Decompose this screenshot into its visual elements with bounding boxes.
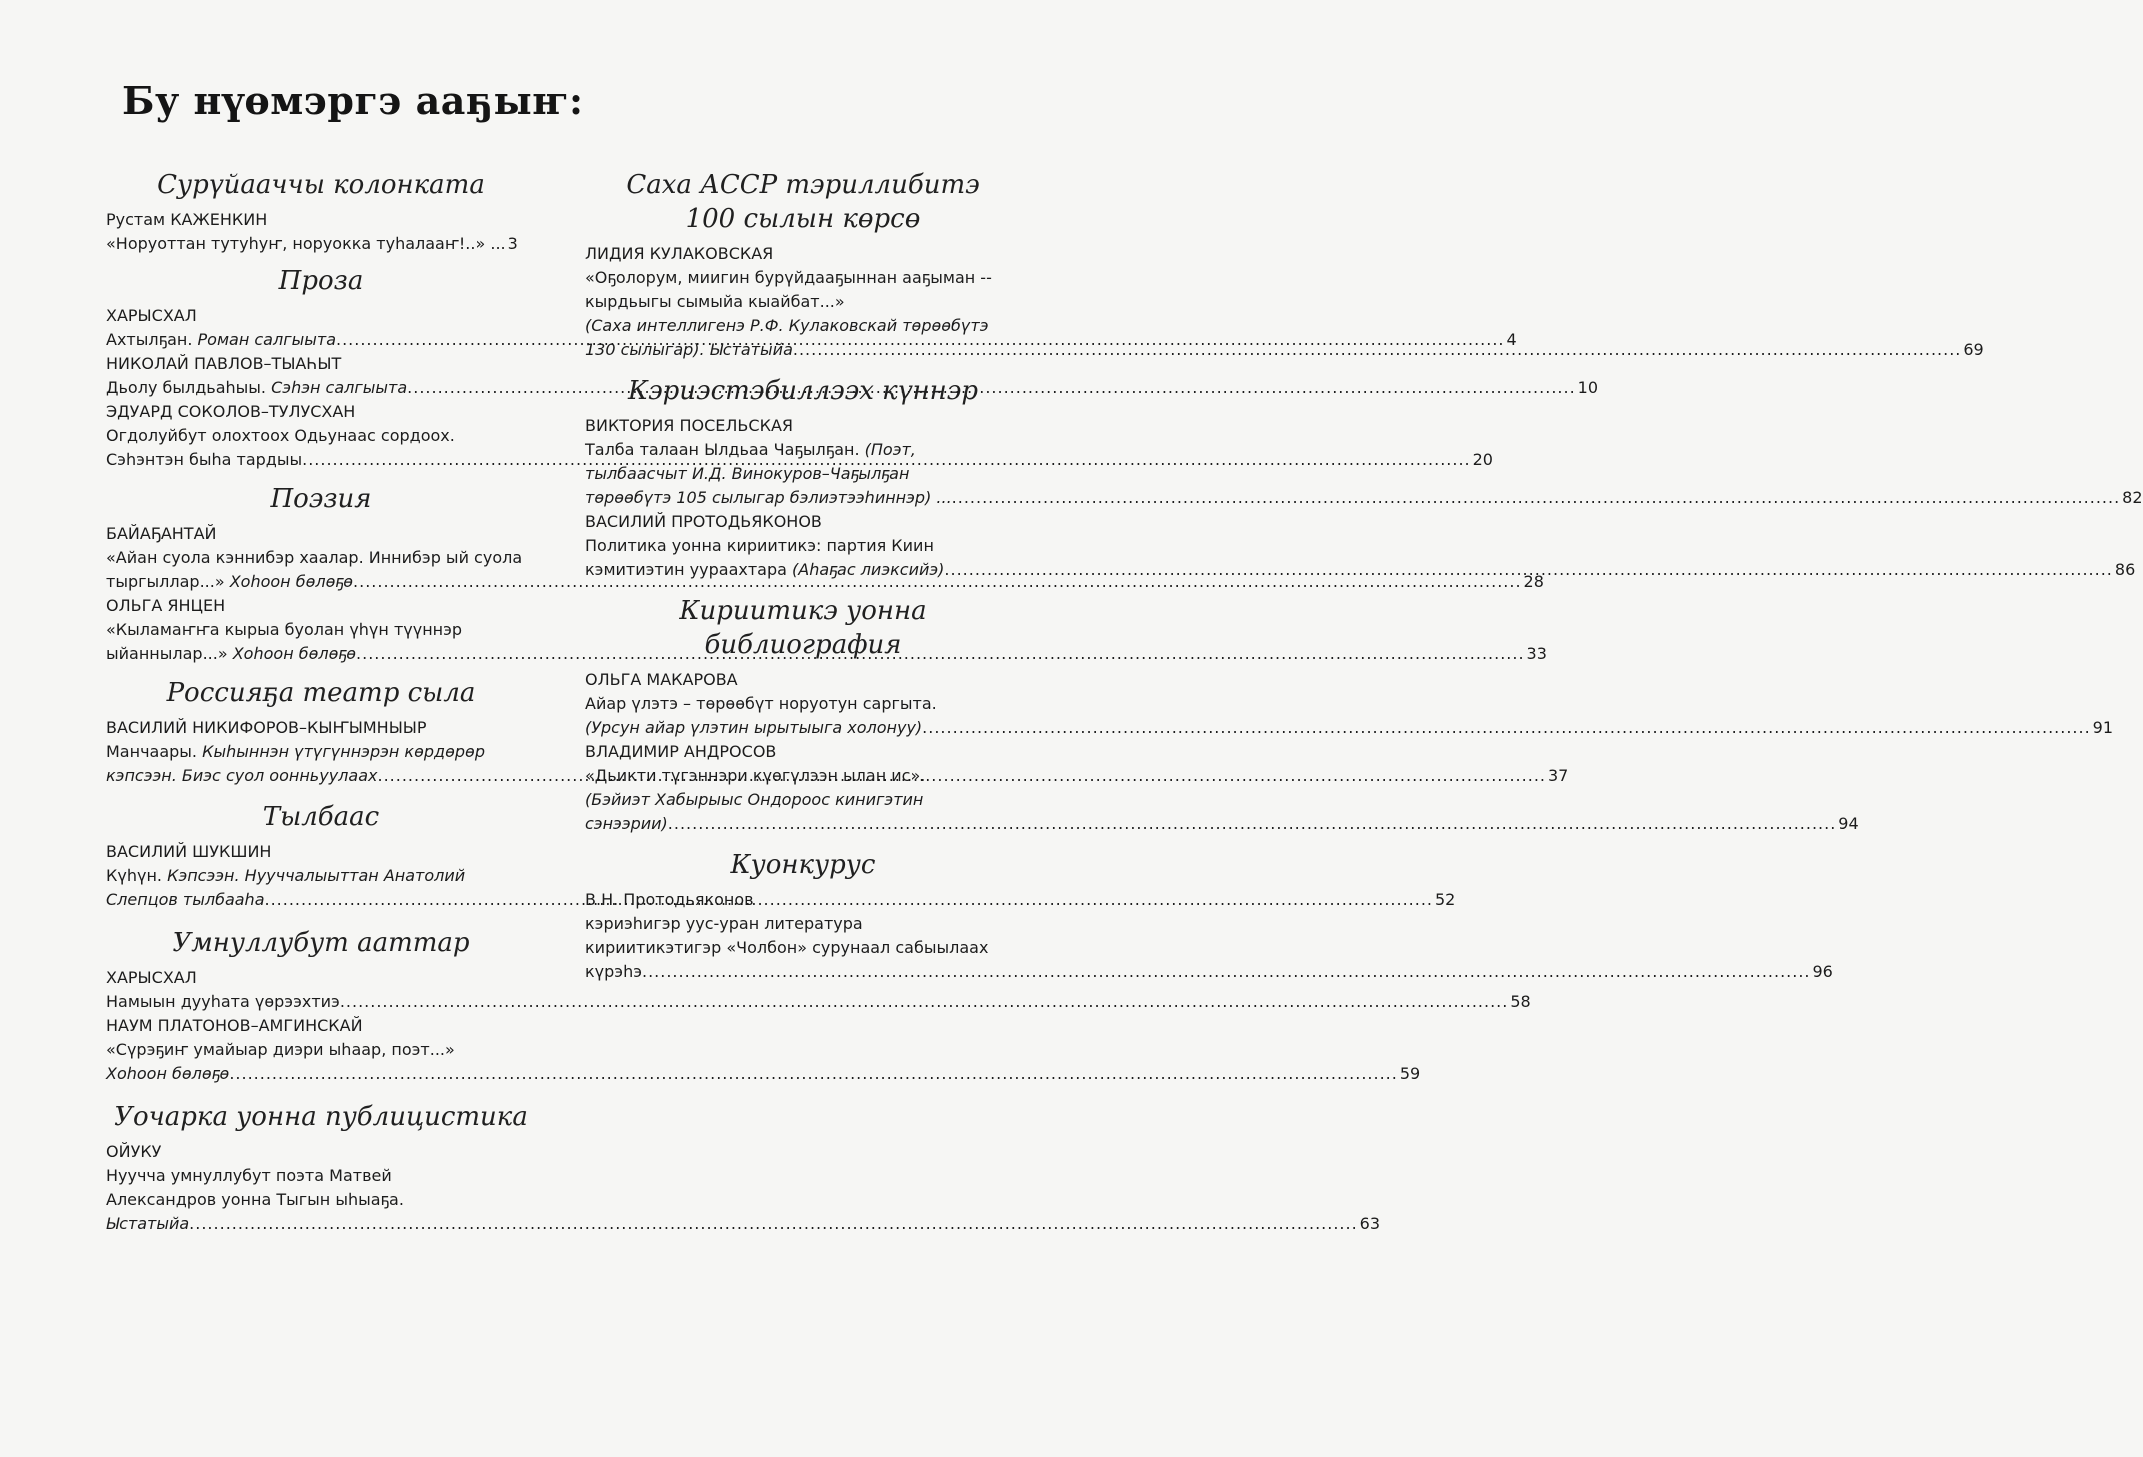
entry-page-number: 10	[1577, 378, 1599, 397]
entry-author: В.Н. Протодьяконов	[585, 890, 754, 909]
entry-title-line: кириитикэтигэр «Чолбон» сурунаал сабыылаах	[585, 938, 989, 957]
entry-title-line: кырдьыгы сымыйа кыайбат...»	[585, 292, 845, 311]
entry-title-last-line: ыйаннылар...» Хоһоон бөлөҕө ..... 33	[106, 642, 536, 666]
entry-author: ЭДУАРД СОКОЛОВ–ТУЛУСХАН	[106, 402, 356, 421]
entry-author: Рустам КАЖЕНКИН	[106, 210, 268, 229]
entry-title-line: Александров уонна Тыгын ыһыаҕа.	[106, 1190, 404, 1209]
entry-author: ВАСИЛИЙ НИКИФОРОВ–КЫҤЫМНЫЫР	[106, 718, 427, 737]
toc-entry[interactable]	[585, 668, 2114, 740]
entry-title-line: Политика уонна кириитикэ: партия Киин	[585, 536, 934, 555]
entry-page-number: 4	[1506, 330, 1517, 349]
entry-title-last-line: тыргыллар...» Хоһоон бөлөҕө ..... 28	[106, 570, 536, 594]
entry-title-last-line: Хоһоон бөлөҕө ..... 59	[106, 1062, 536, 1086]
leader-dots	[642, 960, 1811, 984]
entry-author: НИКОЛАЙ ПАВЛОВ–ТЫАҺЫТ	[106, 354, 342, 373]
entry-title-last-line: Слепцов тылбааһа ..... 52	[106, 888, 536, 912]
toc-section	[106, 1100, 1381, 1236]
leader-dots	[229, 1062, 1398, 1086]
leader-dots	[668, 812, 1837, 836]
section-heading: Сурүйааччы колонката	[157, 170, 485, 200]
entry-title-last-line: Ыстатыйа ..... 63	[106, 1212, 536, 1236]
section-heading: Проза	[278, 266, 364, 296]
entry-title-last-line: төрөөбүтэ 105 сылыгар бэлиэтээһиннэр) ... ..... 82	[585, 486, 1021, 510]
section-heading: Уочарка уонна публицистика	[114, 1102, 528, 1132]
section-heading: Россияҕа театр сыла	[166, 678, 476, 708]
page-title: Бу нүөмэргэ ааҕыҥ:	[122, 78, 584, 123]
entry-title-last-line: сэнээрии) ..... 94	[585, 812, 1021, 836]
entry-author: БАЙАҔАНТАЙ	[106, 524, 217, 543]
entry-title-last-line: кэмитиэтин уураахтара (Аһаҕас лиэксийэ) ..... 86	[585, 558, 1021, 582]
entry-page-number: 33	[1526, 644, 1547, 663]
entry-page-number: 58	[1510, 992, 1531, 1011]
leader-dots	[189, 1212, 1358, 1236]
entry-title-line: (Бэйиэт Хабырыыс Ондороос кинигэтин	[585, 790, 924, 809]
entry-title-line: Огдолуйбут олохтоох Одьунаас сордоох.	[106, 426, 455, 445]
section-heading: Кириитикэ уонна библиография	[679, 596, 927, 660]
entry-author: ВЛАДИМИР АНДРОСОВ	[585, 742, 777, 761]
entry-author: ВАСИЛИЙ ПРОТОДЬЯКОНОВ	[585, 512, 822, 531]
entry-page-number: 28	[1523, 572, 1544, 591]
entry-title-last-line: Дьолу былдьаһыы. Сэһэн салгыыта ..... 10	[106, 376, 536, 400]
entry-title-line: тылбаасчыт И.Д. Винокуров–Чаҕылҕан	[585, 464, 910, 483]
entry-title-line: (Саха интеллигенэ Р.Ф. Кулаковскай төрөөбүтэ	[585, 316, 989, 335]
leader-dots	[922, 716, 2091, 740]
entry-title-line: Күһүн. Кэпсээн. Нууччалыыттан Анатолий	[106, 866, 466, 885]
entry-page-number: 86	[2114, 560, 2136, 579]
entry-title-last-line: Ахтылҕан. Роман салгыыта ..... 4	[106, 328, 536, 352]
toc-entry[interactable]	[106, 1140, 1381, 1236]
entry-title-line: Талба талаан Ылдьаа Чаҕылҕан. (Поэт,	[585, 440, 916, 459]
entry-page-number: 96	[1812, 962, 1833, 981]
entry-title-line: Манчаары. Кыһыннэн үтүгүннэрэн көрдөрөр	[106, 742, 485, 761]
entry-author: ХАРЫСХАЛ	[106, 968, 197, 987]
entry-page-number: 94	[1838, 814, 1859, 833]
entry-title-last-line: «Норуоттан тутуһуҥ, норуокка туһалааҥ!..» ... 3	[106, 232, 536, 256]
leader-dots	[793, 338, 1962, 362]
entry-page-number: 91	[2092, 718, 2114, 737]
entry-title-line: Айар үлэтэ – төрөөбүт норуотун саргыта.	[585, 694, 937, 713]
section-heading: Тылбаас	[262, 802, 380, 832]
entry-author: НАУМ ПЛАТОНОВ–АМГИНСКАЙ	[106, 1016, 363, 1035]
entry-author: ОЙУКУ	[106, 1142, 162, 1161]
entry-title-last-line: Сэһэнтэн быһа тардыы ..... 20	[106, 448, 536, 472]
entry-title-line: «Сүрэҕиҥ умайыар диэри ыһаар, поэт...»	[106, 1040, 455, 1059]
entry-page-number: 63	[1359, 1214, 1381, 1233]
entry-title-last-line: күрэһэ ..... 96	[585, 960, 1021, 984]
entry-page-number: 3	[507, 234, 518, 253]
entry-page-number: 37	[1547, 766, 1569, 785]
entry-title-line: «Кыламаҥҥа кырыа буолан үһүн түүннэр	[106, 620, 463, 639]
entry-page-number: 59	[1399, 1064, 1421, 1083]
entry-author: ОЛЬГА ЯНЦЕН	[106, 596, 226, 615]
toc-section	[106, 168, 536, 256]
entry-title-line: Нуучча умнуллубут поэта Матвей	[106, 1166, 392, 1185]
leader-dots	[952, 486, 2121, 510]
entry-page-number: 69	[1963, 340, 1984, 359]
entry-title-line: «Айан суола кэннибэр хаалар. Иннибэр ый суола	[106, 548, 523, 567]
section-heading: Умнуллубут ааттар	[172, 928, 470, 958]
section-heading: Кэриэстэбиллээх күннэр	[627, 376, 978, 406]
entry-author: ОЛЬГА МАКАРОВА	[585, 670, 738, 689]
entry-title-line: кэриэһигэр уус-уран литература	[585, 914, 863, 933]
entry-author: ЛИДИЯ КУЛАКОВСКАЯ	[585, 244, 774, 263]
entry-author: ХАРЫСХАЛ	[106, 306, 197, 325]
entry-title-last-line: 130 сылыгар). Ыстатыйа ..... 69	[585, 338, 1021, 362]
entry-page-number: 20	[1472, 450, 1493, 469]
entry-author: ВАСИЛИЙ ШУКШИН	[106, 842, 272, 861]
toc-entry[interactable]	[106, 208, 536, 256]
entry-page-number: 52	[1435, 890, 1456, 909]
entry-title-last-line: (Урсун айар үлэтин ырытыыга холонуу) ..... 91	[585, 716, 1021, 740]
entry-title-last-line: Намыын дууһата үөрээхтиэ ..... 58	[106, 990, 536, 1014]
entry-title-last-line: кэпсээн. Биэс суол оонньуулаах ..... 37	[106, 764, 536, 788]
section-heading: Куонкурус	[730, 850, 876, 880]
entry-page-number: 82	[2122, 488, 2143, 507]
leader-dots	[340, 990, 1509, 1014]
entry-title-line: «Оҕолорум, миигин бурүйдааҕыннан ааҕыман --	[585, 268, 992, 287]
section-heading: Поэзия	[270, 484, 372, 514]
section-heading: Саха АССР тэриллибитэ 100 сылын көрсө	[626, 170, 980, 234]
leader-dots	[944, 558, 2113, 582]
entry-title-line: «Дьикти түгэннэри күөгүлээн ылан ис».	[585, 766, 926, 785]
toc-entry[interactable]	[106, 1014, 1421, 1086]
entry-author: ВИКТОРИЯ ПОСЕЛЬСКАЯ	[585, 416, 793, 435]
